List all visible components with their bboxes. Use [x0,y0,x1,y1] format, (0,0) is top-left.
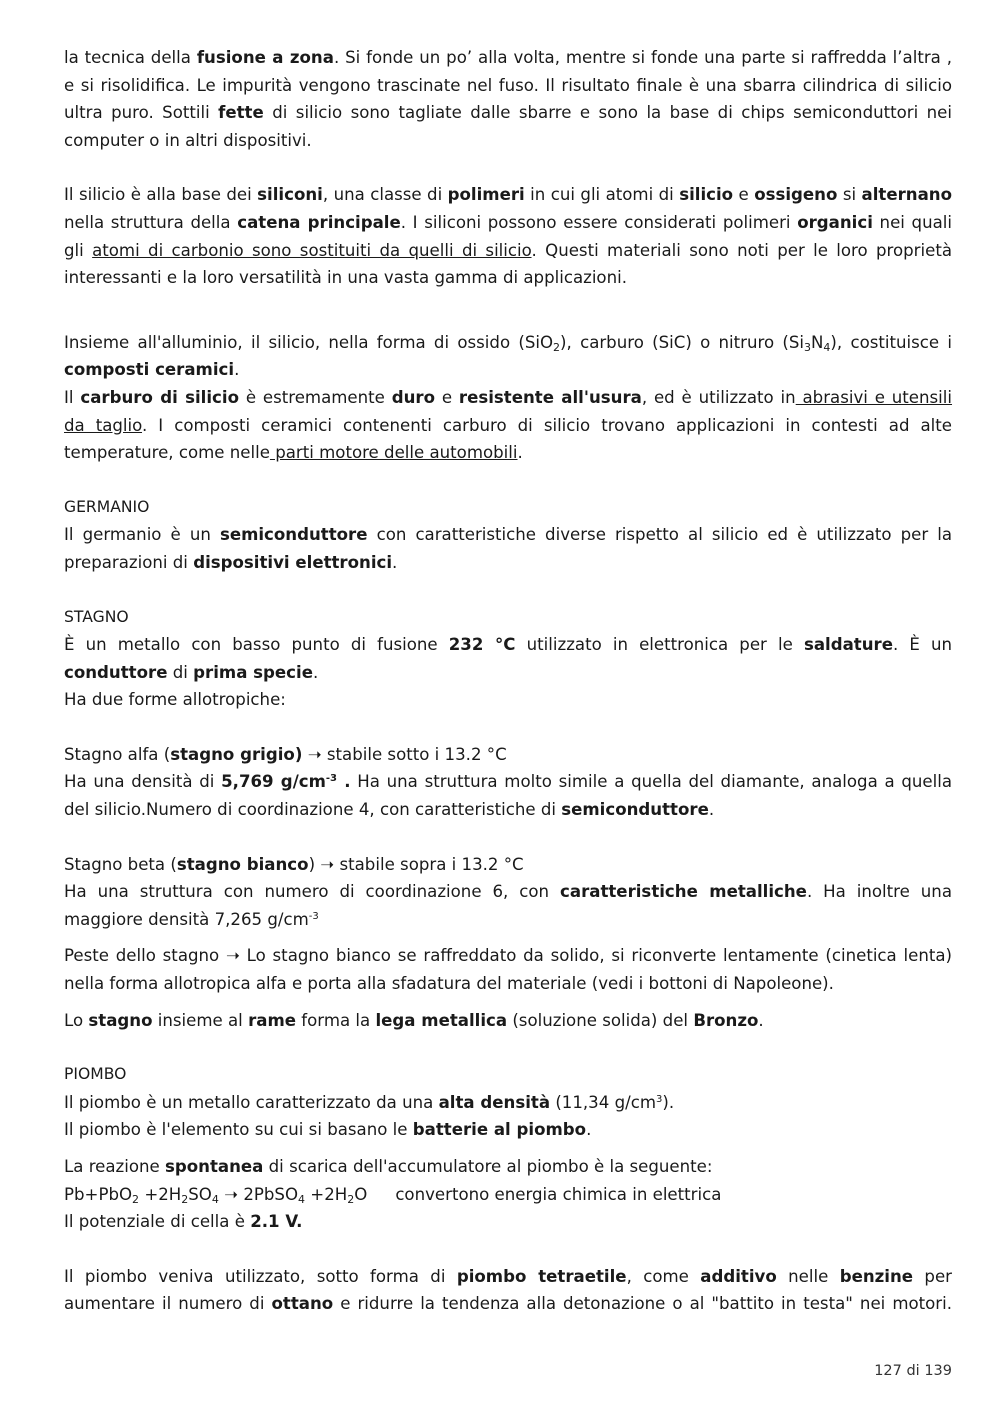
underlined-text: abrasivi e utensili da taglio [64,387,953,435]
underlined-text: atomi di carbonio sono sostituiti da quelli di silicio [92,240,532,260]
text: Il [64,387,81,407]
paragraph-bronzo [64,1007,952,1035]
text: si [837,185,862,205]
text: Il silicio è alla base dei [64,185,258,205]
bold-text: stagno grigio) [170,744,303,764]
document-page [64,44,952,1318]
text: è estremamente [238,387,392,407]
bold-text: dispositivi elettronici [193,552,393,572]
text: , una classe di [322,185,448,205]
paragraph-stagno-intro [64,631,952,686]
text: ➝ stabile sotto i 13.2 °C [302,744,507,764]
text: Ha una struttura molto simile a quella del diamante, analoga a quella del silicio.Numero di coordinazione 4, con caratteristiche di [64,772,953,820]
bold-text: lega metallica [375,1010,508,1030]
bold-text: piombo tetraetile [456,1266,627,1286]
text: . I composti ceramici contenenti carburo di silicio trovano applicazioni in contesti ad alte temperature, come nelle [64,415,952,463]
text: , ed è utilizzato in [641,387,796,407]
bold-text: fusione a zona [196,48,334,67]
text: . È un [892,635,953,655]
text: +2H [139,1184,182,1204]
text: O [354,1184,368,1204]
paragraph-peste-dello-stagno: Peste dello stagno ➝ Lo stagno bianco se raffreddato da solido, si riconverte lentamente (cinetica lenta) nella forma allotropica alfa e porta alla sfadatura del materiale (vedi i bottoni di Napoleone). [64,946,952,994]
text: Stagno beta ( [64,854,177,874]
bold-text: batterie al piombo [412,1120,587,1140]
stagno-beta-title [64,851,952,879]
text: ➝ 2PbSO [218,1184,299,1204]
text: . Ha inoltre una maggiore densità 7,265 g/cm [64,882,952,929]
bold-text: polimeri [447,185,525,205]
text: ). [662,1092,675,1112]
text: nei quali gli [64,212,952,260]
text: N [811,332,824,352]
stagno-alfa-title [64,741,952,769]
subscript: 4 [823,340,831,354]
text: nella struttura della [64,212,238,232]
bold-text: additivo [700,1266,777,1286]
superscript: 3 [656,1093,663,1105]
text: (11,34 g/cm [550,1092,656,1112]
text: Ha una densità di [64,772,222,792]
bold-text: duro [391,387,435,407]
bold-text: fette [218,103,264,123]
text: . [708,800,715,820]
text: e [434,387,459,407]
text: forma la [296,1010,376,1030]
page-number: 127 di 139 [874,1363,952,1379]
text: e [733,185,755,205]
paragraph-germanio [64,521,952,576]
chemical-equation [64,1181,952,1209]
bold-text: . [337,772,351,792]
bold-text: 5,769 g/cm [221,772,326,792]
subscript: 2 [181,1192,189,1206]
paragraph-reazione [64,1153,952,1181]
bold-text: resistente all'usura [458,387,642,407]
bold-text: alternano [861,185,953,205]
bold-text: 2.1 V. [250,1212,303,1232]
text: nelle [776,1266,840,1286]
superscript: -3 [325,773,337,785]
text: La reazione [64,1157,165,1176]
section-heading-stagno: STAGNO [64,607,129,626]
bold-text: semiconduttore [219,525,368,545]
text: Il germanio è un [64,525,220,545]
superscript: -3 [308,910,319,922]
text: Il piombo veniva utilizzato, sotto forma di [64,1266,457,1286]
bold-text: prima specie [193,662,313,682]
paragraph-potenziale-di-cella [64,1208,952,1236]
text: Il piombo è l'elemento su cui si basano le [64,1120,413,1140]
bold-text: ottano [271,1294,334,1314]
bold-text: caratteristiche metalliche [560,882,807,902]
bold-text: Bronzo [693,1010,759,1030]
paragraph-siliconi [64,181,952,291]
bold-text: composti ceramici [64,360,235,380]
text: insieme al [152,1010,249,1030]
text: . [392,552,398,572]
bold-text: conduttore [64,662,168,682]
bold-text: ossigeno [754,185,838,205]
text: . [234,360,240,380]
text: per aumentare il numero di [64,1266,952,1314]
text: di scarica dell'accumulatore al piombo è la seguente: [263,1157,713,1176]
underlined-text: parti motore delle automobili [269,443,518,463]
paragraph-carburo-di-silicio [64,384,952,467]
section-heading-piombo: PIOMBO [64,1065,127,1084]
bold-text: benzine [839,1266,914,1286]
text: Pb+PbO [64,1184,133,1204]
bold-text: stagno [88,1010,153,1030]
bold-text: semiconduttore [561,800,709,820]
subscript: 3 [804,340,811,354]
section-heading-germanio: GERMANIO [64,497,150,516]
stagno-beta-description [64,878,952,933]
bold-text: silicio [679,185,734,205]
paragraph-piombo-tetraetile [64,1263,952,1318]
subscript: 4 [211,1192,219,1206]
text: utilizzato in elettronica per le [515,635,804,655]
bold-text: carburo di silicio [80,387,239,407]
text: ), costituisce i [830,332,952,352]
subscript: 2 [347,1192,355,1206]
text: la tecnica della [64,48,197,67]
bold-text: stagno bianco [176,854,309,874]
bold-text: organici [797,212,873,232]
paragraph-batterie-al-piombo [64,1116,952,1144]
paragraph-fusione-a-zona [64,44,952,154]
paragraph-composti-ceramici [64,329,952,384]
bold-text: catena principale [237,212,401,232]
text: di [167,662,194,682]
text: (soluzione solida) del [507,1010,694,1030]
text: Il piombo è un metallo caratterizzato da una [64,1092,439,1112]
text: Il potenziale di cella è [64,1212,251,1232]
bold-text: 232 °C [448,635,516,655]
text: Ha una struttura con numero di coordinazione 6, con [64,882,561,902]
text: ), carburo (SiC) o nitruro (Si [560,332,804,352]
bold-text: alta densità [438,1092,551,1112]
text: . [312,662,319,682]
subscript: 2 [132,1192,140,1206]
text: È un metallo con basso punto di fusione [64,635,449,655]
bold-text: rame [248,1010,297,1030]
text: Insieme all'alluminio, il silicio, nella forma di ossido (SiO [64,332,554,352]
text: . I siliconi possono essere considerati polimeri [400,212,798,232]
bold-text: siliconi [257,185,323,205]
text: con caratteristiche diverse rispetto al silicio ed è utilizzato per la preparazioni di [64,525,953,572]
subscript: 2 [553,340,561,354]
text: . Si fonde un po’ alla volta, mentre si fonde una parte si raffredda l’altra , e si risolidifica. Le impurità vengono trascinate nel fuso. Il risultato finale è una sbarra cilindrica di silicio ultra puro. Sottili [64,48,952,123]
text: . [517,443,523,463]
text: . [586,1120,592,1140]
text: Lo [64,1010,89,1030]
paragraph-forme-allotropiche: Ha due forme allotropiche: [64,690,286,710]
text: . Questi materiali sono noti per le loro proprietà interessanti e la loro versatilità in una vasta gamma di applicazioni. [64,240,952,288]
text: Stagno alfa ( [64,744,171,764]
subscript: 4 [298,1192,306,1206]
bold-text: spontanea [165,1157,264,1176]
text: SO [188,1184,212,1204]
equation-note: convertono energia chimica in elettrica [395,1184,722,1204]
text: di silicio sono tagliate dalle sbarre e sono la base di chips semiconduttori nei computer o in altri dispositivi. [64,103,953,150]
text: +2H [305,1184,348,1204]
text: ) ➝ stabile sopra i 13.2 °C [308,854,524,874]
text: in cui gli atomi di [524,185,680,205]
paragraph-piombo-densita [64,1089,952,1117]
text: e ridurre la tendenza alla detonazione o al "battito in testa" nei motori. [333,1294,952,1314]
text: , come [626,1266,701,1286]
stagno-alfa-description [64,768,952,823]
bold-text: saldature [803,635,893,655]
text: . [758,1010,764,1030]
